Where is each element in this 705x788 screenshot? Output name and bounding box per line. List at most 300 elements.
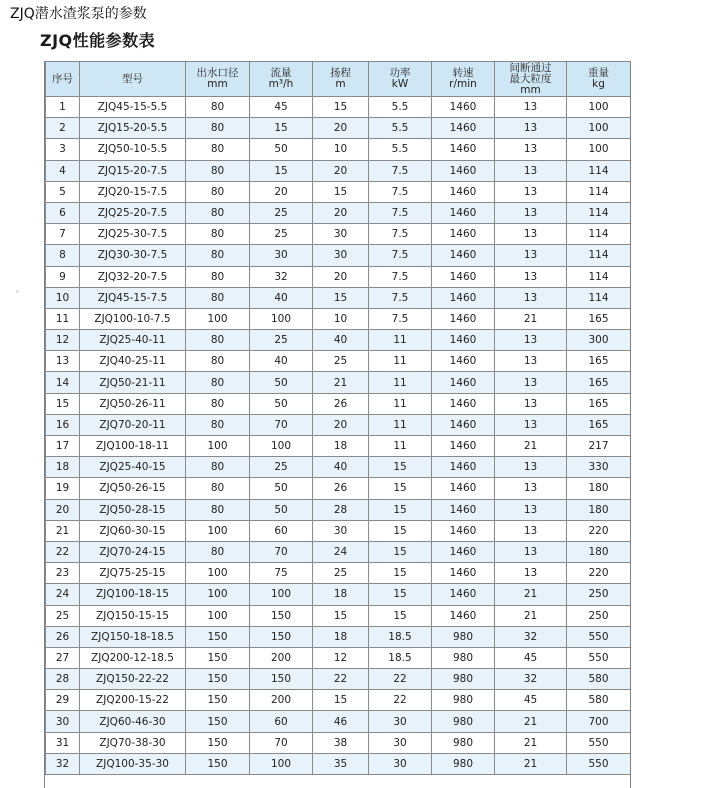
cell-col-particle: 21 <box>495 436 567 457</box>
cell-col-speed: 1460 <box>432 393 495 414</box>
cell-col-speed: 1460 <box>432 499 495 520</box>
cell-col-no: 32 <box>46 753 80 774</box>
cell-col-power: 15 <box>369 499 432 520</box>
cell-col-flow: 70 <box>250 414 313 435</box>
cell-col-flow: 50 <box>250 499 313 520</box>
cell-col-no: 6 <box>46 202 80 223</box>
cell-col-outlet: 80 <box>186 541 250 562</box>
table-row <box>46 753 631 774</box>
cell-col-power: 15 <box>369 563 432 584</box>
cell-col-head: 28 <box>313 499 369 520</box>
cell-col-particle: 13 <box>495 351 567 372</box>
cell-col-outlet: 150 <box>186 753 250 774</box>
cell-col-particle: 13 <box>495 118 567 139</box>
cell-col-model: ZJQ32-20-7.5 <box>80 266 186 287</box>
cell-col-no: 10 <box>46 287 80 308</box>
table-title: ZJQ性能参数表 <box>40 31 156 50</box>
cell-col-head: 26 <box>313 478 369 499</box>
cell-col-no: 5 <box>46 181 80 202</box>
cell-col-flow: 150 <box>250 605 313 626</box>
cell-col-particle: 45 <box>495 690 567 711</box>
cell-col-weight: 550 <box>567 732 631 753</box>
cell-col-model: ZJQ70-24-15 <box>80 541 186 562</box>
cell-col-no: 25 <box>46 605 80 626</box>
cell-col-head: 15 <box>313 690 369 711</box>
cell-col-weight: 250 <box>567 605 631 626</box>
cell-col-weight: 220 <box>567 520 631 541</box>
cell-col-flow: 75 <box>250 563 313 584</box>
cell-col-outlet: 150 <box>186 647 250 668</box>
header-line: kg <box>592 78 605 90</box>
cell-col-power: 11 <box>369 351 432 372</box>
table-row <box>46 202 631 223</box>
cell-col-no: 19 <box>46 478 80 499</box>
cell-col-particle: 13 <box>495 97 567 118</box>
cell-col-speed: 1460 <box>432 436 495 457</box>
table-row <box>46 669 631 690</box>
cell-col-weight: 114 <box>567 245 631 266</box>
cell-col-speed: 980 <box>432 711 495 732</box>
table-header-row <box>46 62 631 97</box>
header-line: 型号 <box>122 72 143 85</box>
cell-col-power: 5.5 <box>369 118 432 139</box>
cell-col-flow: 25 <box>250 224 313 245</box>
cell-col-power: 22 <box>369 690 432 711</box>
cell-col-model: ZJQ100-18-15 <box>80 584 186 605</box>
cell-col-head: 40 <box>313 457 369 478</box>
header-line: 序号 <box>52 72 73 85</box>
cell-col-power: 15 <box>369 541 432 562</box>
cell-col-no: 17 <box>46 436 80 457</box>
cell-col-head: 21 <box>313 372 369 393</box>
cell-col-power: 15 <box>369 520 432 541</box>
cell-col-weight: 180 <box>567 499 631 520</box>
cell-col-power: 18.5 <box>369 647 432 668</box>
decorative-dot <box>16 290 19 293</box>
cell-col-speed: 1460 <box>432 181 495 202</box>
cell-col-speed: 980 <box>432 626 495 647</box>
cell-col-head: 30 <box>313 520 369 541</box>
cell-col-flow: 50 <box>250 139 313 160</box>
cell-col-speed: 980 <box>432 753 495 774</box>
cell-col-model: ZJQ45-15-7.5 <box>80 287 186 308</box>
cell-col-flow: 70 <box>250 541 313 562</box>
cell-col-head: 15 <box>313 605 369 626</box>
cell-col-model: ZJQ60-30-15 <box>80 520 186 541</box>
cell-col-outlet: 100 <box>186 436 250 457</box>
cell-col-particle: 21 <box>495 308 567 329</box>
cell-col-particle: 13 <box>495 563 567 584</box>
cell-col-speed: 1460 <box>432 287 495 308</box>
cell-col-power: 7.5 <box>369 224 432 245</box>
cell-col-flow: 200 <box>250 647 313 668</box>
cell-col-outlet: 80 <box>186 457 250 478</box>
header-line: mm <box>207 78 228 90</box>
cell-col-weight: 580 <box>567 669 631 690</box>
cell-col-speed: 1460 <box>432 308 495 329</box>
cell-col-speed: 1460 <box>432 541 495 562</box>
table-row <box>46 118 631 139</box>
cell-col-particle: 21 <box>495 584 567 605</box>
table-row <box>46 287 631 308</box>
cell-col-no: 3 <box>46 139 80 160</box>
cell-col-model: ZJQ50-21-11 <box>80 372 186 393</box>
cell-col-particle: 13 <box>495 202 567 223</box>
cell-col-speed: 980 <box>432 669 495 690</box>
cell-col-head: 30 <box>313 224 369 245</box>
header-col-speed <box>432 62 495 97</box>
cell-col-weight: 330 <box>567 457 631 478</box>
cell-col-particle: 21 <box>495 711 567 732</box>
cell-col-flow: 70 <box>250 732 313 753</box>
cell-col-speed: 1460 <box>432 202 495 223</box>
cell-col-particle: 32 <box>495 669 567 690</box>
cell-col-weight: 180 <box>567 478 631 499</box>
cell-col-particle: 13 <box>495 245 567 266</box>
cell-col-flow: 25 <box>250 330 313 351</box>
cell-col-flow: 50 <box>250 478 313 499</box>
cell-col-no: 4 <box>46 160 80 181</box>
cell-col-speed: 980 <box>432 647 495 668</box>
cell-col-weight: 114 <box>567 266 631 287</box>
table-row <box>46 414 631 435</box>
cell-col-model: ZJQ150-22-22 <box>80 669 186 690</box>
cell-col-weight: 217 <box>567 436 631 457</box>
cell-col-no: 1 <box>46 97 80 118</box>
cell-col-flow: 150 <box>250 669 313 690</box>
table-row <box>46 139 631 160</box>
cell-col-particle: 13 <box>495 139 567 160</box>
header-line: 功率 <box>389 67 411 79</box>
cell-col-outlet: 100 <box>186 520 250 541</box>
cell-col-power: 11 <box>369 393 432 414</box>
cell-col-head: 24 <box>313 541 369 562</box>
table-row <box>46 436 631 457</box>
cell-col-head: 10 <box>313 139 369 160</box>
cell-col-speed: 1460 <box>432 563 495 584</box>
cell-col-weight: 114 <box>567 287 631 308</box>
cell-col-no: 20 <box>46 499 80 520</box>
cell-col-model: ZJQ150-15-15 <box>80 605 186 626</box>
table-row <box>46 393 631 414</box>
cell-col-flow: 50 <box>250 393 313 414</box>
cell-col-speed: 1460 <box>432 97 495 118</box>
cell-col-no: 12 <box>46 330 80 351</box>
cell-col-model: ZJQ70-38-30 <box>80 732 186 753</box>
table-row <box>46 690 631 711</box>
table-container <box>44 61 631 788</box>
cell-col-speed: 1460 <box>432 605 495 626</box>
header-line: m <box>335 78 346 90</box>
cell-col-outlet: 80 <box>186 287 250 308</box>
cell-col-head: 46 <box>313 711 369 732</box>
cell-col-particle: 21 <box>495 732 567 753</box>
cell-col-outlet: 80 <box>186 372 250 393</box>
header-col-particle <box>495 62 567 97</box>
cell-col-speed: 1460 <box>432 520 495 541</box>
cell-col-power: 7.5 <box>369 287 432 308</box>
cell-col-weight: 220 <box>567 563 631 584</box>
cell-col-power: 15 <box>369 457 432 478</box>
table-row <box>46 245 631 266</box>
cell-col-outlet: 150 <box>186 690 250 711</box>
table-row <box>46 732 631 753</box>
cell-col-weight: 165 <box>567 308 631 329</box>
cell-col-weight: 165 <box>567 393 631 414</box>
cell-col-flow: 40 <box>250 287 313 308</box>
cell-col-power: 7.5 <box>369 266 432 287</box>
cell-col-speed: 1460 <box>432 351 495 372</box>
cell-col-particle: 21 <box>495 605 567 626</box>
cell-col-particle: 21 <box>495 753 567 774</box>
cell-col-particle: 13 <box>495 414 567 435</box>
cell-col-particle: 13 <box>495 160 567 181</box>
cell-col-model: ZJQ50-10-5.5 <box>80 139 186 160</box>
table-body <box>46 97 631 775</box>
cell-col-model: ZJQ20-15-7.5 <box>80 181 186 202</box>
cell-col-model: ZJQ40-25-11 <box>80 351 186 372</box>
cell-col-speed: 1460 <box>432 457 495 478</box>
cell-col-speed: 980 <box>432 690 495 711</box>
cell-col-head: 30 <box>313 245 369 266</box>
cell-col-speed: 1460 <box>432 266 495 287</box>
cell-col-outlet: 80 <box>186 160 250 181</box>
cell-col-no: 30 <box>46 711 80 732</box>
cell-col-power: 7.5 <box>369 202 432 223</box>
cell-col-power: 22 <box>369 669 432 690</box>
table-row <box>46 478 631 499</box>
cell-col-outlet: 80 <box>186 181 250 202</box>
cell-col-power: 30 <box>369 711 432 732</box>
cell-col-power: 11 <box>369 330 432 351</box>
cell-col-no: 23 <box>46 563 80 584</box>
cell-col-no: 28 <box>46 669 80 690</box>
cell-col-model: ZJQ30-30-7.5 <box>80 245 186 266</box>
cell-col-particle: 13 <box>495 478 567 499</box>
cell-col-speed: 980 <box>432 732 495 753</box>
cell-col-flow: 50 <box>250 372 313 393</box>
cell-col-head: 15 <box>313 181 369 202</box>
header-col-head <box>313 62 369 97</box>
cell-col-power: 11 <box>369 372 432 393</box>
cell-col-weight: 300 <box>567 330 631 351</box>
header-line: 出水口径 <box>196 67 239 79</box>
table-row <box>46 520 631 541</box>
cell-col-flow: 200 <box>250 690 313 711</box>
table-row <box>46 499 631 520</box>
table-row <box>46 308 631 329</box>
cell-col-outlet: 80 <box>186 224 250 245</box>
cell-col-weight: 100 <box>567 97 631 118</box>
cell-col-outlet: 100 <box>186 308 250 329</box>
cell-col-outlet: 150 <box>186 626 250 647</box>
cell-col-head: 18 <box>313 584 369 605</box>
cell-col-head: 35 <box>313 753 369 774</box>
cell-col-outlet: 80 <box>186 351 250 372</box>
cell-col-model: ZJQ200-15-22 <box>80 690 186 711</box>
cell-col-particle: 13 <box>495 372 567 393</box>
cell-col-model: ZJQ50-26-15 <box>80 478 186 499</box>
cell-col-model: ZJQ100-10-7.5 <box>80 308 186 329</box>
header-line: r/min <box>449 78 477 90</box>
cell-col-power: 11 <box>369 414 432 435</box>
cell-col-weight: 100 <box>567 139 631 160</box>
header-line: mm <box>520 83 541 96</box>
cell-col-head: 20 <box>313 160 369 181</box>
cell-col-outlet: 150 <box>186 732 250 753</box>
cell-col-speed: 1460 <box>432 372 495 393</box>
table-row <box>46 541 631 562</box>
cell-col-power: 7.5 <box>369 160 432 181</box>
cell-col-speed: 1460 <box>432 139 495 160</box>
cell-col-model: ZJQ50-26-11 <box>80 393 186 414</box>
cell-col-flow: 15 <box>250 118 313 139</box>
cell-col-speed: 1460 <box>432 118 495 139</box>
cell-col-head: 18 <box>313 436 369 457</box>
cell-col-no: 29 <box>46 690 80 711</box>
cell-col-outlet: 80 <box>186 393 250 414</box>
header-col-no <box>46 62 80 97</box>
cell-col-no: 15 <box>46 393 80 414</box>
cell-col-outlet: 80 <box>186 330 250 351</box>
cell-col-outlet: 80 <box>186 266 250 287</box>
cell-col-outlet: 80 <box>186 478 250 499</box>
table-row <box>46 457 631 478</box>
header-col-outlet <box>186 62 250 97</box>
cell-col-head: 15 <box>313 287 369 308</box>
cell-col-weight: 550 <box>567 626 631 647</box>
cell-col-model: ZJQ25-30-7.5 <box>80 224 186 245</box>
cell-col-outlet: 150 <box>186 711 250 732</box>
cell-col-no: 24 <box>46 584 80 605</box>
cell-col-model: ZJQ45-15-5.5 <box>80 97 186 118</box>
cell-col-particle: 13 <box>495 499 567 520</box>
header-col-model <box>80 62 186 97</box>
table-row <box>46 224 631 245</box>
cell-col-speed: 1460 <box>432 330 495 351</box>
cell-col-model: ZJQ200-12-18.5 <box>80 647 186 668</box>
page-heading: ZJQ潜水渣浆泵的参数 <box>10 6 147 22</box>
cell-col-head: 20 <box>313 202 369 223</box>
cell-col-particle: 45 <box>495 647 567 668</box>
cell-col-flow: 25 <box>250 457 313 478</box>
cell-col-speed: 1460 <box>432 478 495 499</box>
cell-col-model: ZJQ15-20-5.5 <box>80 118 186 139</box>
cell-col-power: 30 <box>369 753 432 774</box>
cell-col-weight: 550 <box>567 647 631 668</box>
cell-col-weight: 165 <box>567 372 631 393</box>
cell-col-power: 5.5 <box>369 97 432 118</box>
cell-col-no: 14 <box>46 372 80 393</box>
cell-col-weight: 114 <box>567 181 631 202</box>
table-row <box>46 372 631 393</box>
cell-col-speed: 1460 <box>432 414 495 435</box>
cell-col-flow: 40 <box>250 351 313 372</box>
cell-col-weight: 114 <box>567 224 631 245</box>
cell-col-model: ZJQ60-46-30 <box>80 711 186 732</box>
cell-col-weight: 100 <box>567 118 631 139</box>
cell-col-no: 16 <box>46 414 80 435</box>
cell-col-head: 20 <box>313 414 369 435</box>
header-col-flow <box>250 62 313 97</box>
cell-col-flow: 100 <box>250 436 313 457</box>
table-row <box>46 97 631 118</box>
cell-col-weight: 700 <box>567 711 631 732</box>
cell-col-weight: 165 <box>567 351 631 372</box>
cell-col-no: 11 <box>46 308 80 329</box>
cell-col-outlet: 100 <box>186 563 250 584</box>
header-line: 扬程 <box>330 67 351 79</box>
cell-col-model: ZJQ75-25-15 <box>80 563 186 584</box>
cell-col-model: ZJQ70-20-11 <box>80 414 186 435</box>
cell-col-particle: 13 <box>495 224 567 245</box>
cell-col-no: 27 <box>46 647 80 668</box>
cell-col-flow: 20 <box>250 181 313 202</box>
cell-col-no: 7 <box>46 224 80 245</box>
cell-col-outlet: 80 <box>186 245 250 266</box>
header-col-power <box>369 62 432 97</box>
cell-col-model: ZJQ150-18-18.5 <box>80 626 186 647</box>
header-line: 重量 <box>588 67 609 79</box>
cell-col-head: 20 <box>313 266 369 287</box>
cell-col-outlet: 150 <box>186 669 250 690</box>
cell-col-power: 15 <box>369 605 432 626</box>
table-row <box>46 711 631 732</box>
cell-col-head: 10 <box>313 308 369 329</box>
cell-col-power: 7.5 <box>369 245 432 266</box>
cell-col-weight: 114 <box>567 160 631 181</box>
cell-col-no: 18 <box>46 457 80 478</box>
cell-col-weight: 550 <box>567 753 631 774</box>
cell-col-outlet: 100 <box>186 605 250 626</box>
cell-col-speed: 1460 <box>432 160 495 181</box>
cell-col-model: ZJQ25-20-7.5 <box>80 202 186 223</box>
cell-col-particle: 13 <box>495 457 567 478</box>
cell-col-particle: 13 <box>495 330 567 351</box>
cell-col-no: 21 <box>46 520 80 541</box>
cell-col-head: 38 <box>313 732 369 753</box>
cell-col-weight: 250 <box>567 584 631 605</box>
cell-col-power: 18.5 <box>369 626 432 647</box>
cell-col-head: 26 <box>313 393 369 414</box>
cell-col-particle: 13 <box>495 520 567 541</box>
cell-col-particle: 13 <box>495 287 567 308</box>
cell-col-outlet: 80 <box>186 118 250 139</box>
cell-col-flow: 100 <box>250 308 313 329</box>
table-row <box>46 351 631 372</box>
cell-col-power: 7.5 <box>369 308 432 329</box>
table-row <box>46 181 631 202</box>
cell-col-outlet: 80 <box>186 202 250 223</box>
cell-col-no: 26 <box>46 626 80 647</box>
cell-col-particle: 13 <box>495 181 567 202</box>
table-row <box>46 626 631 647</box>
table-row <box>46 563 631 584</box>
cell-col-power: 15 <box>369 584 432 605</box>
cell-col-weight: 114 <box>567 202 631 223</box>
table-row <box>46 330 631 351</box>
header-line: kW <box>391 78 409 90</box>
cell-col-no: 13 <box>46 351 80 372</box>
cell-col-flow: 32 <box>250 266 313 287</box>
cell-col-flow: 25 <box>250 202 313 223</box>
cell-col-model: ZJQ15-20-7.5 <box>80 160 186 181</box>
cell-col-weight: 180 <box>567 541 631 562</box>
header-line: 间断通过 <box>509 61 552 74</box>
cell-col-weight: 165 <box>567 414 631 435</box>
cell-col-model: ZJQ25-40-15 <box>80 457 186 478</box>
table-row <box>46 584 631 605</box>
